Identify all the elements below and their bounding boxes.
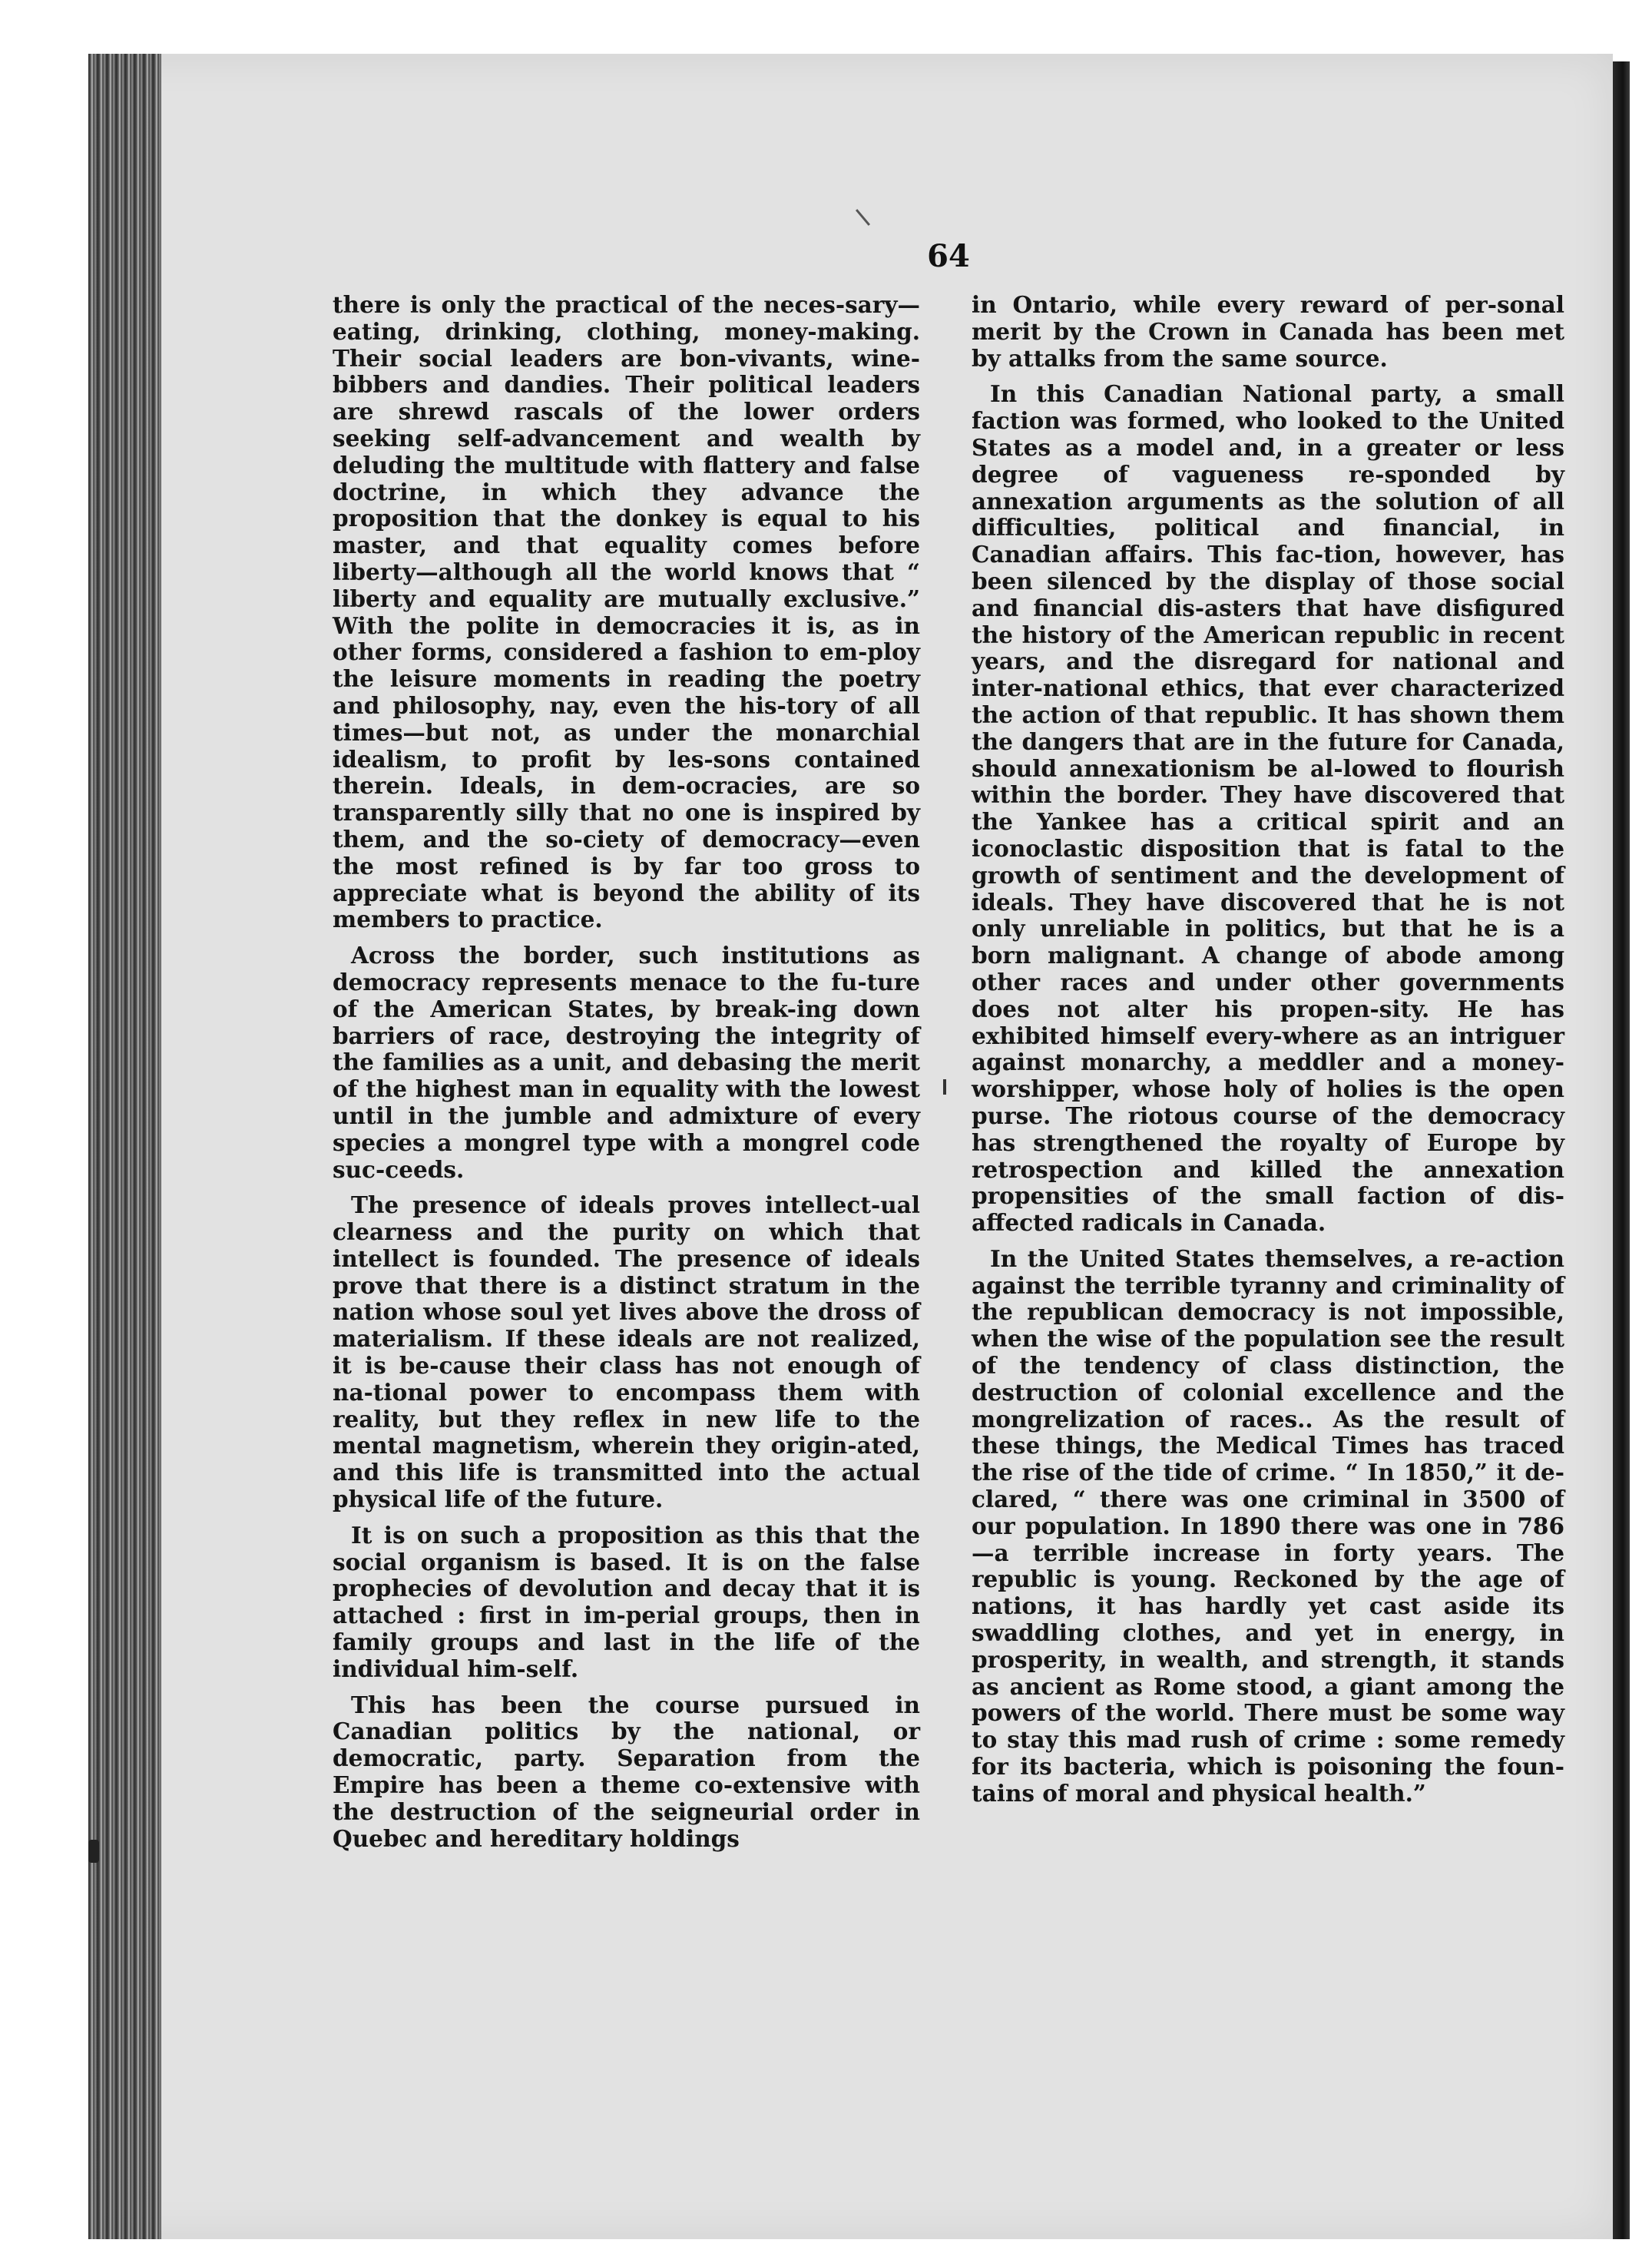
scan-speck <box>943 1079 946 1095</box>
right-column <box>972 292 1564 1817</box>
scan-speck <box>88 1840 99 1863</box>
paragraph: It is on such a proposition as this that the social organism is based. It is on the false prophecies of devolution and decay that it is attached : first in im-perial groups, then in family groups and last in the life of the individual him-self. <box>333 1521 920 1682</box>
paragraph: in Ontario, while every reward of per-sonal merit by the Crown in Canada has been met by attalks from the same source. <box>972 291 1564 372</box>
paragraph: This has been the course pursued in Canadian politics by the national, or democratic, party. Separation from the Empire has been a theme co-extensive with the destruction of the seigneurial order in Quebec and hereditary holdings <box>333 1691 920 1852</box>
paragraph: Across the border, such institutions as democracy represents menace to the fu-ture of the American States, by break-ing down barriers of race, destroying the integrity of the families as a unit, and debasing the merit of the highest man in equality with the lowest until in the jumble and admixture of every species a mongrel type with a mongrel code suc-ceeds. <box>333 942 920 1183</box>
paragraph: The presence of ideals proves intellect-ual clearness and the purity on which that intellect is founded. The presence of ideals prove that there is a distinct stratum in the nation whose soul yet lives above the dross of materialism. If these ideals are not realized, it is be-cause their class has not enough of na-tional power to encompass them with reality, but they reflex in new life to the mental magnetism, wherein they origin-ated, and this life is transmitted into the actual physical life of the future. <box>333 1191 920 1513</box>
paragraph: In this Canadian National party, a small faction was formed, who looked to the United States as a model and, in a greater or less degree of vagueness re-sponded by annexation arguments as the solution of all difficulties, political and financial, in Canadian affairs. This fac-tion, however, has been silenced by the display of those social and financial dis-asters that have disfigured the history of the American republic in recent years, and the disregard for national and inter-national ethics, that ever characterized the action of that republic. It has shown them the dangers that are in the future for Canada, should annexationism be al-lowed to flourish within the border. They have discovered that the Yankee has a critical spirit and an iconoclastic disposition that is fatal to the growth of sentiment and the development of ideals. They have discovered that he is not only unreliable in politics, but that he is a born malignant. A change of abode among other races and under other governments does not alter his propen-sity. He has exhibited himself every-where as an intriguer against monarchy, a meddler and a money-worshipper, whose holy of holies is the open purse. The riotous course of the democracy has strengthened the royalty of Europe by retrospection and killed the annexation propensities of the small faction of dis-affected radicals in Canada. <box>972 380 1564 1237</box>
left-column <box>333 292 920 1861</box>
paragraph: there is only the practical of the neces-sary—eating, drinking, clothing, money-making. Their social leaders are bon-vivants, wine-bibbers and dandies. Their political leaders are shrewd rascals of the lower orders seeking self-advancement and wealth by deluding the multitude with flattery and false doctrine, in which they advance the proposition that the donkey is equal to his master, and that equality comes before liberty—although all the world knows that “ liberty and equality are mutually exclusive.” With the polite in democracies it is, as in other forms, considered a fashion to em-ploy the leisure moments in reading the poetry and philosophy, nay, even the his-tory of all times—but not, as under the monarchial idealism, to profit by les-sons contained therein. Ideals, in dem-ocracies, are so transparently silly that no one is inspired by them, and the so-ciety of democracy—even the most refined is by far too gross to appreciate what is beyond the ability of its members to practice. <box>333 291 920 933</box>
page-number: 64 <box>927 238 970 274</box>
page-right-edge <box>1613 61 1630 2239</box>
paragraph: In the United States themselves, a re-action against the terrible tyranny and criminality of the republican democracy is not impossible, when the wise of the population see the result of the tendency of class distinction, the destruction of colonial excellence and the mongrelization of races.. As the result of these things, the Medical Times has traced the rise of the tide of crime. “ In 1850,” it de-clared, “ there was one criminal in 3500 of our population. In 1890 there was one in 786—a terrible increase in forty years. The republic is young. Reckoned by the age of nations, it has hardly yet cast aside its swaddling clothes, and yet in energy, in prosperity, in wealth, and strength, it stands as ancient as Rome stood, a giant among the powers of the world. There must be some way to stay this mad rush of crime : some remedy for its bacteria, which is poisoning the foun-tains of moral and physical health.” <box>972 1244 1564 1807</box>
page-binding-edge <box>88 54 161 2239</box>
